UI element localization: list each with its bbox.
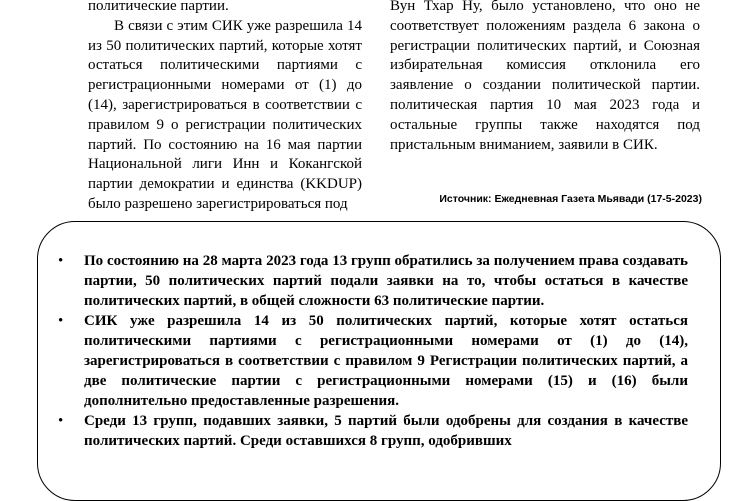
list-item bbox=[48, 252, 688, 311]
list-item bbox=[48, 412, 688, 452]
left-column bbox=[88, 0, 362, 215]
bullet-text: СИК уже разрешила 14 из 50 политических партий, которые хотят остаться политическими партиями с регистрационными номерами от (1) до (14), зарегистрироваться в соответствии с правилом 9 Регистрации политических партий, а две политические партии с регистрационными номерами (15) и (16) были дополнительно предоставленные разрешения. bbox=[84, 313, 688, 409]
left-column-first-line: политические партии. bbox=[88, 0, 229, 14]
summary-bullet-list bbox=[48, 252, 688, 453]
source-citation: Источник: Ежедневная Газета Мьявади (17-5-2023) bbox=[439, 193, 702, 205]
list-item bbox=[48, 312, 688, 411]
bullet-text: Среди 13 групп, подавших заявки, 5 партий были одобрены для создания в качестве политических партий. Среди оставшихся 8 групп, одобривших bbox=[84, 413, 688, 450]
bullet-icon: • bbox=[58, 253, 64, 269]
right-column bbox=[390, 0, 700, 155]
left-column-paragraph: В связи с этим СИК уже разрешила 14 из 50 политических партий, которые хотят остаться политическими партиями с регистрационными номерами от (1) до (14), зарегистрироваться в соответствии с правилом 9 о регистрации политических партий. По состоянию на 16 мая партии Национальной лиги Инн и Кокангской партии демократии и единства (KKDUP) было разрешено зарегистрироваться под bbox=[88, 17, 362, 212]
bullet-icon: • bbox=[58, 313, 64, 330]
bullet-icon: • bbox=[58, 413, 64, 430]
bullet-text: По состоянию на 28 марта 2023 года 13 групп обратились за получением права создавать партии, 50 политических партий подали заявки на то, чтобы остаться в качестве политических партий, в общей сложности 63 политические партии. bbox=[84, 253, 688, 309]
right-column-paragraph: Вун Тхар Ну, было установлено, что оно не соответствует положениям раздела 6 закона о регистрации политических партий, и Союзная избирательная комиссия отклонила его заявление о создании политической партии. политическая партия 10 мая 2023 года и остальные группы также находятся под пристальным вниманием, заявили в СИК. bbox=[390, 0, 700, 153]
